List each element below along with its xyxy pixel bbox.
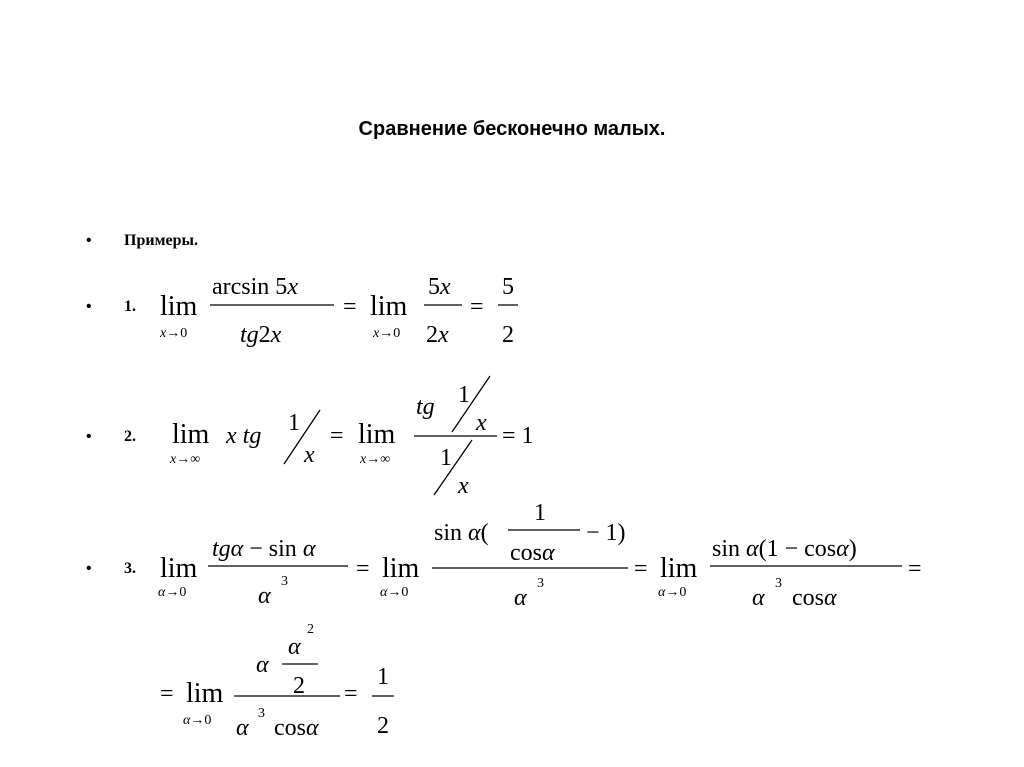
svg-text:x→∞: x→∞ <box>360 452 391 467</box>
bullet-marker: • <box>86 560 92 577</box>
svg-text:lim: lim <box>660 553 698 584</box>
svg-text:α: α <box>288 634 301 660</box>
svg-text:=: = <box>470 294 484 320</box>
svg-text:lim: lim <box>160 553 198 584</box>
svg-text:=: = <box>344 681 358 707</box>
slide-title: Сравнение бесконечно малых. <box>358 118 666 140</box>
svg-text:α: α <box>258 583 271 609</box>
svg-text:lim: lim <box>382 553 420 584</box>
svg-text:x: x <box>476 410 487 436</box>
svg-text:tg2x: tg2x <box>240 322 282 348</box>
svg-text:cosα: cosα <box>274 715 319 741</box>
svg-text:5: 5 <box>502 274 514 300</box>
example-1-label: 1. <box>124 298 136 315</box>
svg-text:3: 3 <box>537 576 544 591</box>
svg-text:2x: 2x <box>426 322 449 348</box>
svg-text:x tg: x tg <box>226 423 262 449</box>
svg-text:lim: lim <box>172 419 210 450</box>
svg-text:1: 1 <box>288 410 300 436</box>
svg-text:sin α(1 − cosα): sin α(1 − cosα) <box>712 536 857 562</box>
svg-text:3: 3 <box>258 706 265 721</box>
svg-text:=: = <box>356 556 370 582</box>
svg-text:1: 1 <box>440 445 452 471</box>
bullet-marker: • <box>86 232 92 249</box>
svg-text:2: 2 <box>307 622 314 637</box>
example-3-label: 3. <box>124 560 136 577</box>
svg-text:1: 1 <box>534 500 546 526</box>
svg-text:=: = <box>908 556 922 582</box>
svg-text:tg: tg <box>416 394 435 420</box>
svg-text:=: = <box>160 681 174 707</box>
svg-text:tgα − sin α: tgα − sin α <box>212 536 316 562</box>
svg-text:x→∞: x→∞ <box>170 452 201 467</box>
svg-text:=: = <box>343 294 357 320</box>
svg-text:5x: 5x <box>428 274 451 300</box>
svg-text:x→0: x→0 <box>373 326 401 341</box>
svg-text:2: 2 <box>377 713 389 739</box>
svg-text:α: α <box>236 715 249 741</box>
svg-text:1: 1 <box>377 664 389 690</box>
svg-text:α: α <box>752 585 765 611</box>
example-2-label: 2. <box>124 428 136 445</box>
svg-text:α→0: α→0 <box>380 585 409 600</box>
svg-text:2: 2 <box>502 322 514 348</box>
formula-example-3 <box>158 500 922 741</box>
svg-text:=: = <box>330 423 344 449</box>
svg-text:cosα: cosα <box>792 585 837 611</box>
svg-text:2: 2 <box>293 673 305 699</box>
svg-text:α: α <box>256 652 269 678</box>
examples-label: Примеры. <box>124 232 198 249</box>
svg-text:=: = <box>634 556 648 582</box>
formula-example-1 <box>159 274 518 348</box>
svg-text:sin α(: sin α( <box>434 520 489 546</box>
svg-text:α: α <box>514 585 527 611</box>
svg-text:3: 3 <box>281 574 288 589</box>
svg-text:lim: lim <box>186 678 224 709</box>
svg-text:− 1): − 1) <box>586 520 626 546</box>
svg-text:arcsin 5x: arcsin 5x <box>212 274 298 300</box>
svg-text:x: x <box>458 473 469 499</box>
svg-text:α→0: α→0 <box>183 713 212 728</box>
svg-text:x: x <box>304 442 315 468</box>
svg-text:3: 3 <box>775 576 782 591</box>
svg-text:lim: lim <box>160 291 198 322</box>
svg-text:x→0: x→0 <box>160 326 188 341</box>
svg-text:lim: lim <box>370 291 408 322</box>
svg-text:lim: lim <box>358 419 396 450</box>
svg-text:α→0: α→0 <box>658 585 687 600</box>
svg-text:= 1: = 1 <box>502 423 534 449</box>
formula-example-2 <box>169 376 534 499</box>
svg-text:cosα: cosα <box>510 540 555 566</box>
bullet-marker: • <box>86 298 92 315</box>
svg-text:1: 1 <box>458 382 470 408</box>
bullet-marker: • <box>86 428 92 445</box>
svg-text:α→0: α→0 <box>158 585 187 600</box>
